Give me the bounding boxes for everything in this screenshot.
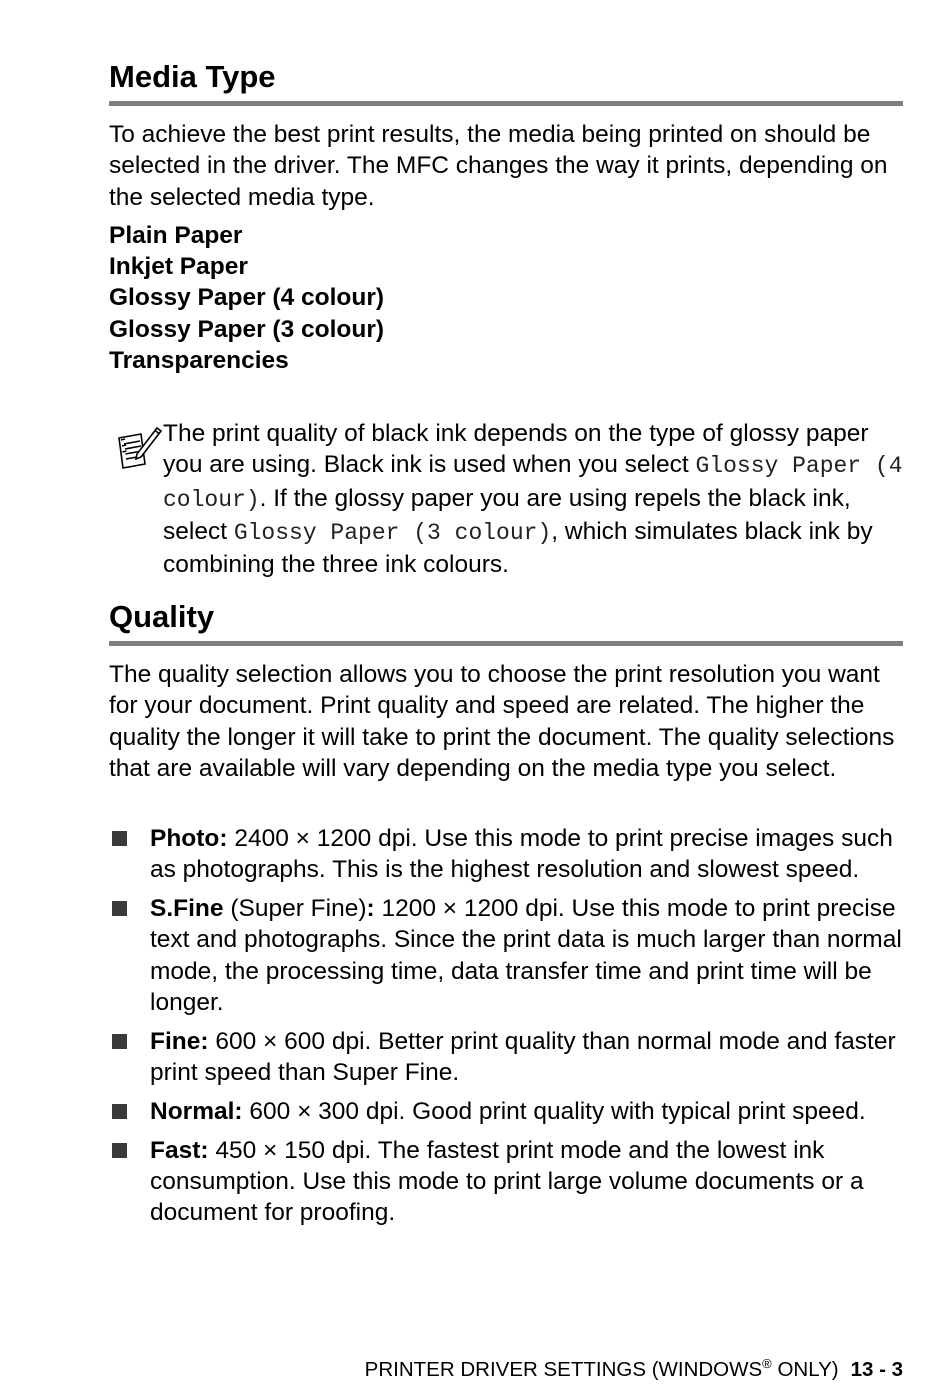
quality-description: 600 × 600 dpi. Better print quality than normal mode and faster print speed than Super Fine. — [150, 1027, 896, 1087]
page-footer — [365, 1350, 903, 1384]
glossy-4-code: Glossy Paper (4 colour) — [163, 453, 903, 513]
registered-mark: ® — [762, 1356, 772, 1371]
quality-intro: The quality selection allows you to choose the print resolution you want for your document. Print quality and speed are related. The higher the quality the longer it will take to print the document. The quality selections that are available will vary depending on the media type you select. — [109, 661, 895, 782]
square-bullet-icon — [112, 1143, 127, 1158]
note-text-part: , which simulates black ink by combining the three ink colours. — [163, 517, 873, 579]
quality-list — [109, 823, 903, 1236]
heading-rule — [109, 101, 903, 106]
quality-item-photo — [109, 823, 903, 886]
note-text — [163, 418, 903, 580]
media-type-list — [109, 220, 384, 376]
quality-label: Fast: — [150, 1136, 209, 1164]
quality-label: Normal: — [150, 1097, 243, 1125]
footer-section-title-end: ONLY) — [771, 1358, 839, 1381]
heading-rule — [109, 641, 903, 646]
square-bullet-icon — [112, 901, 127, 916]
quality-description: 2400 × 1200 dpi. Use this mode to print precise images such as photographs. This is the highest resolution and slowest speed. — [150, 825, 893, 884]
note-text-part: The print quality of black ink depends on the type of glossy paper you are using. Black ink is used when you select — [163, 420, 869, 479]
quality-item-sfine — [109, 893, 903, 1018]
note-text-part: . If the glossy paper you are using repels the black ink, select — [163, 484, 851, 545]
page-number: 13 - 3 — [850, 1358, 903, 1381]
quality-label-extra: (Super Fine) — [223, 895, 367, 923]
quality-label: Fine: — [150, 1027, 209, 1055]
media-type-heading: Media Type — [109, 59, 276, 94]
media-option-glossy-4: Glossy Paper (4 colour) — [109, 284, 385, 312]
square-bullet-icon — [112, 831, 127, 846]
quality-item-fast — [109, 1135, 903, 1229]
quality-item-normal — [109, 1096, 903, 1127]
square-bullet-icon — [112, 1104, 127, 1119]
glossy-3-code: Glossy Paper (3 colour) — [233, 519, 552, 546]
square-bullet-icon — [112, 1034, 127, 1049]
quality-description: 450 × 150 dpi. The fastest print mode and the lowest ink consumption. Use this mode to print large volume documents or a document for proofing. — [150, 1136, 864, 1227]
media-option-inkjet: Inkjet Paper — [109, 253, 248, 281]
quality-label: S.Fine — [150, 895, 224, 923]
media-option-transparencies: Transparencies — [109, 346, 289, 374]
note-pencil-icon — [115, 424, 163, 470]
quality-label-colon: : — [366, 895, 375, 923]
quality-heading: Quality — [109, 599, 215, 634]
media-type-intro: To achieve the best print results, the media being printed on should be selected in the driver. The MFC changes the way it prints, depending on the selected media type. — [109, 121, 888, 211]
quality-item-fine — [109, 1026, 903, 1089]
media-option-glossy-3: Glossy Paper (3 colour) — [109, 315, 385, 343]
media-option-plain: Plain Paper — [109, 222, 243, 249]
footer-section-title: PRINTER DRIVER SETTINGS (WINDOWS — [364, 1358, 763, 1381]
quality-label: Photo: — [150, 825, 228, 852]
quality-description: 600 × 300 dpi. Good print quality with typical print speed. — [242, 1097, 866, 1125]
quality-description: 1200 × 1200 dpi. Use this mode to print precise text and photographs. Since the print data is much larger than normal mode, the processing time, data transfer time and print time will be longer. — [150, 895, 902, 1016]
